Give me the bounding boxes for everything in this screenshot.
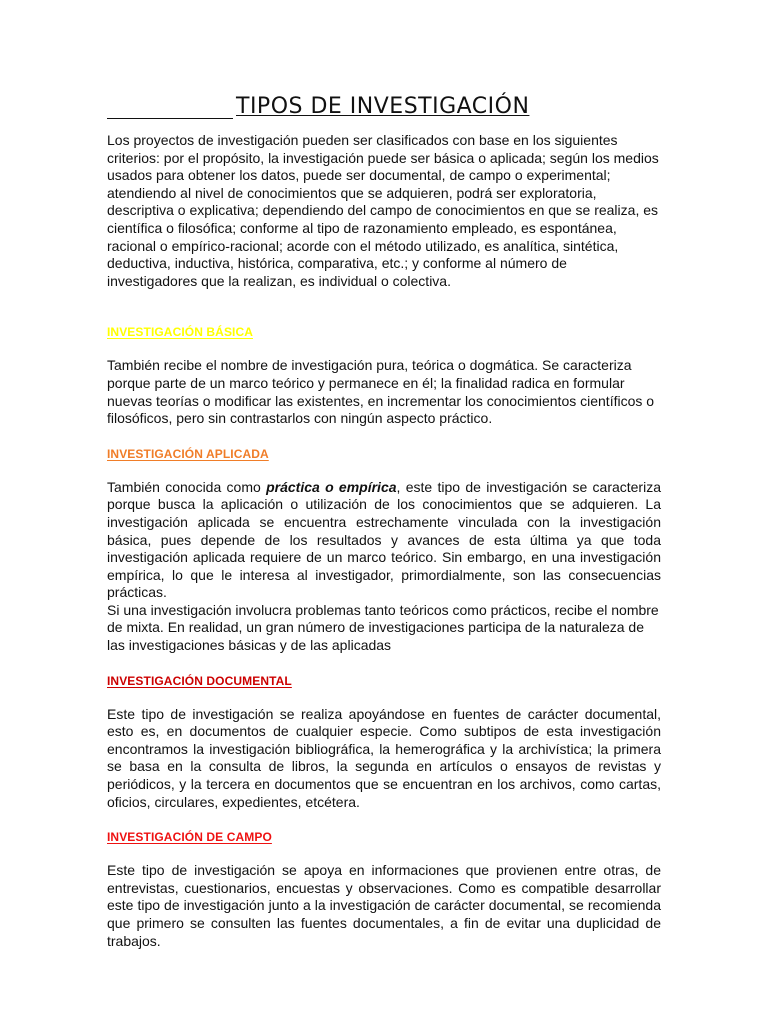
paragraph-investigacion-mixta: Si una investigación involucra problemas tanto teóricos como prácticos, recibe el nombre de mixta. En realidad, un gran número de investigaciones participa de la naturaleza de las investigaciones básicas y de las aplicadas [107, 601, 659, 654]
paragraph-investigacion-basica: También recibe el nombre de investigación pura, teórica o dogmática. Se caracteriza porque parte de un marco teórico y permanece en él; la finalidad radica en formular nuevas teorías o modificar las existentes, en incrementar los conocimientos científicos o filosóficos, pero sin contrastarlos con ningún aspecto práctico. [107, 357, 655, 427]
section-documental [107, 672, 661, 690]
heading-investigacion-de-campo: INVESTIGACIÓN DE CAMPO [107, 830, 272, 845]
paragraph-investigacion-aplicada [107, 479, 661, 602]
paragraph-investigacion-documental: Este tipo de investigación se realiza apoyándose en fuentes de carácter documental, esto es, en documentos de cualquier especie. Como subtipos de esta investigación encontramos la investigación bibliográfica, la hemerográfica y la archivística; la primera se basa en la consulta de libros, la segunda en artículos o ensayos de revistas y periódicos, y la tercera en documentos que se encuentran en los archivos, como cartas, oficios, circulares, expedientes, etcétera. [107, 705, 661, 810]
heading-investigacion-documental: INVESTIGACIÓN DOCUMENTAL [107, 673, 292, 688]
title-row [107, 94, 661, 124]
heading-investigacion-basica: INVESTIGACIÓN BÁSICA [107, 325, 254, 340]
paragraph-investigacion-de-campo: Este tipo de investigación se apoya en informaciones que provienen entre otras, de entrevistas, cuestionarios, encuestas y observaciones. Como es compatible desarrollar este tipo de investigación junto a la investigación de carácter documental, se recomienda que primero se consulten las fuentes documentales, a fin de evitar una duplicidad de trabajos. [107, 862, 661, 949]
page-title: TIPOS DE INVESTIGACIÓN [236, 94, 530, 119]
section-basica [107, 323, 661, 341]
aplicada-text-after: , este tipo de investigación se caracteriza porque busca la aplicación o utilización de los conocimientos que se adquieren. La investigación aplicada se encuentra estrechamente vinculada con la investigación básica, pues depende de los resultados y avances de esta última ya que toda investigación aplicada requiere de un marco teórico. Sin embargo, en una investigación empírica, lo que le interesa al investigador, primordialmente, son las consecuencias prácticas. [107, 478, 661, 601]
intro-paragraph: Los proyectos de investigación pueden ser clasificados con base en los siguientes criterios: por el propósito, la investigación puede ser básica o aplicada; según los medios usados para obtener los datos, puede ser documental, de campo o experimental; atendiendo al nivel de conocimientos que se adquieren, podrá ser exploratoria, descriptiva o explicativa; dependiendo del campo de conocimientos en que se realiza, es científica o filosófica; conforme al tipo de razonamiento empleado, es espontánea, racional o empírico-racional; acorde con el método utilizado, es analítica, sintética, deductiva, inductiva, histórica, comparativa, etc.; y conforme al número de investigadores que la realizan, es individual o colectiva. [107, 132, 659, 289]
section-aplicada [107, 445, 661, 463]
heading-investigacion-aplicada: INVESTIGACIÓN APLICADA [107, 446, 269, 461]
aplicada-text-before: También conocida como [107, 478, 267, 495]
document-page [107, 94, 661, 950]
aplicada-text-emphasis: práctica o empírica [266, 478, 397, 495]
title-underline-rule [107, 118, 233, 119]
section-campo [107, 828, 661, 846]
